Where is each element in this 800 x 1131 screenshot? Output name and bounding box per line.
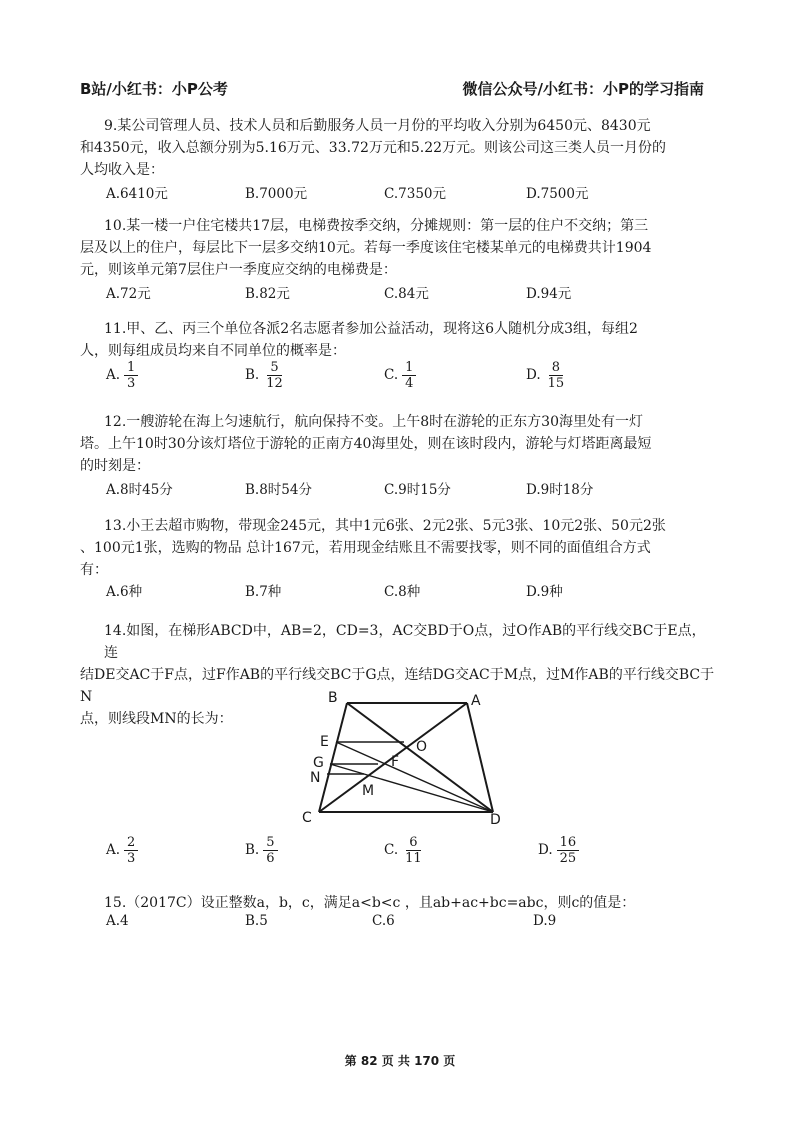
q11-option-a-letter: A. [106,367,121,383]
fraction-numerator: 8 [549,360,563,376]
fraction-numerator: 6 [406,835,420,851]
fraction-numerator: 2 [124,835,138,851]
label-e: E [320,734,329,750]
q14-option-a [106,835,138,866]
q10-option-a: A.72元 [106,286,151,302]
q14-option-c-letter: C. [384,842,399,858]
q9-option-c: C.7350元 [384,186,446,202]
question-12-line2: 塔。上午10时30分该灯塔位于游轮的正南方40海里处，则在该时段内，游轮与灯塔距离最短 [80,436,652,452]
question-10-line2: 层及以上的住户，每层比下一层多交纳10元。若每一季度该住宅楼某单元的电梯费共计1904 [80,240,652,256]
q15-option-a: A.4 [106,913,129,929]
question-9-line3: 人均收入是： [80,162,164,178]
label-d: D [490,812,501,828]
fraction-denominator: 3 [127,851,136,866]
question-11-line1: 11.甲、乙、丙三个单位各派2名志愿者参加公益活动，现将这6人随机分成3组，每组2 [104,321,638,337]
q13-option-c: C.8种 [384,584,421,600]
question-14-line2: 结DE交AC于F点，过F作AB的平行线交BC于G点，连结DG交AC于M点，过M作AB的平行线交BC于N [80,667,715,705]
q10-option-d: D.94元 [526,286,572,302]
fraction-denominator: 11 [405,851,422,866]
fraction-denominator: 6 [266,851,275,866]
q9-option-b: B.7000元 [245,186,308,202]
question-13-line3: 有： [80,562,108,578]
question-11-line2: 人，则每组成员均来自不同单位的概率是： [80,343,346,359]
question-12-line3: 的时刻是： [80,458,150,474]
page-footer: 第 82 页 共 170 页 [344,1054,456,1068]
q12-option-d: D.9时18分 [526,482,594,498]
label-f: F [391,754,400,770]
q14-option-d-letter: D. [538,842,553,858]
q9-option-a: A.6410元 [106,186,168,202]
question-15-line1: 15.（2017C）设正整数a，b，c，满足a<b<c ，且ab+ac+bc=abc，则c的值是： [104,895,636,911]
fraction-numerator: 1 [402,360,416,376]
q14-option-a-fraction [124,835,138,866]
q13-option-a: A.6种 [106,584,143,600]
fraction-numerator: 5 [267,360,281,376]
q14-option-a-letter: A. [106,842,121,858]
q14-option-b-fraction [263,835,277,866]
question-13-line2: 、100元1张，选购的物品 总计167元，若用现金结账且不需要找零，则不同的面值组合方式 [80,540,651,556]
question-9-line2: 和4350元，收入总额分别为5.16万元、33.72万元和5.22万元。则该公司这三类人员一月份的 [80,140,667,156]
label-n: N [310,770,321,786]
question-14-line3: 点，则线段MN的长为： [80,711,233,727]
label-o: O [416,739,428,755]
q15-option-c: C.6 [372,913,395,929]
header-right: 微信公众号/小红书：小P的学习指南 [462,80,704,98]
q11-option-c-letter: C. [384,367,399,383]
fraction-denominator: 4 [405,376,414,391]
q14-option-c-fraction [402,835,425,866]
q14-option-c [384,835,425,866]
q13-option-d: D.9种 [526,584,563,600]
q11-option-d-letter: D. [526,367,541,383]
q14-option-b-letter: B. [245,842,260,858]
q15-option-b: B.5 [245,913,268,929]
q10-option-b: B.82元 [245,286,290,302]
q15-option-d: D.9 [533,913,557,929]
question-10-line1: 10.某一楼一户住宅楼共17层，电梯费按季交纳，分摊规则：第一层的住户不交纳；第三 [104,218,649,234]
question-9-line1: 9.某公司管理人员、技术人员和后勤服务人员一月份的平均收入分别为6450元、8430元 [104,118,651,134]
q9-option-d: D.7500元 [526,186,589,202]
question-13-line1: 13.小王去超市购物，带现金245元，其中1元6张、2元2张、5元3张、10元2张、50元2张 [104,518,666,534]
label-a: A [471,693,481,709]
fraction-numerator: 1 [124,360,138,376]
question-14-line1: 14.如图，在梯形ABCD中，AB=2，CD=3，AC交BD于O点，过O作AB的平行线交BC于E点，连 [104,623,706,661]
q14-option-d [538,835,579,866]
label-c: C [302,810,312,826]
q14-option-d-fraction [557,835,580,866]
q14-option-b [245,835,278,866]
q12-option-c: C.9时15分 [384,482,451,498]
label-b: B [328,690,338,706]
fraction-numerator: 5 [263,835,277,851]
label-m: M [362,783,375,799]
q12-option-a: A.8时45分 [106,482,173,498]
q13-option-b: B.7种 [245,584,282,600]
fraction-numerator: 16 [557,835,580,851]
question-12-line1: 12.一艘游轮在海上匀速航行，航向保持不变。上午8时在游轮的正东方30海里处有一灯 [104,414,643,430]
q12-option-b: B.8时54分 [245,482,312,498]
fraction-denominator: 3 [127,376,136,391]
fraction-denominator: 12 [266,376,283,391]
q10-option-c: C.84元 [384,286,429,302]
fraction-denominator: 25 [559,851,577,866]
q11-option-b-letter: B. [245,367,260,383]
header-left: B站/小红书：小P公考 [80,80,228,98]
question-15 [104,892,716,914]
segment-gd [330,764,493,812]
fraction-denominator: 15 [547,376,565,391]
question-10-line3: 元，则该单元第7层住户一季度应交纳的电梯费是： [80,262,397,278]
label-g: G [313,755,324,771]
